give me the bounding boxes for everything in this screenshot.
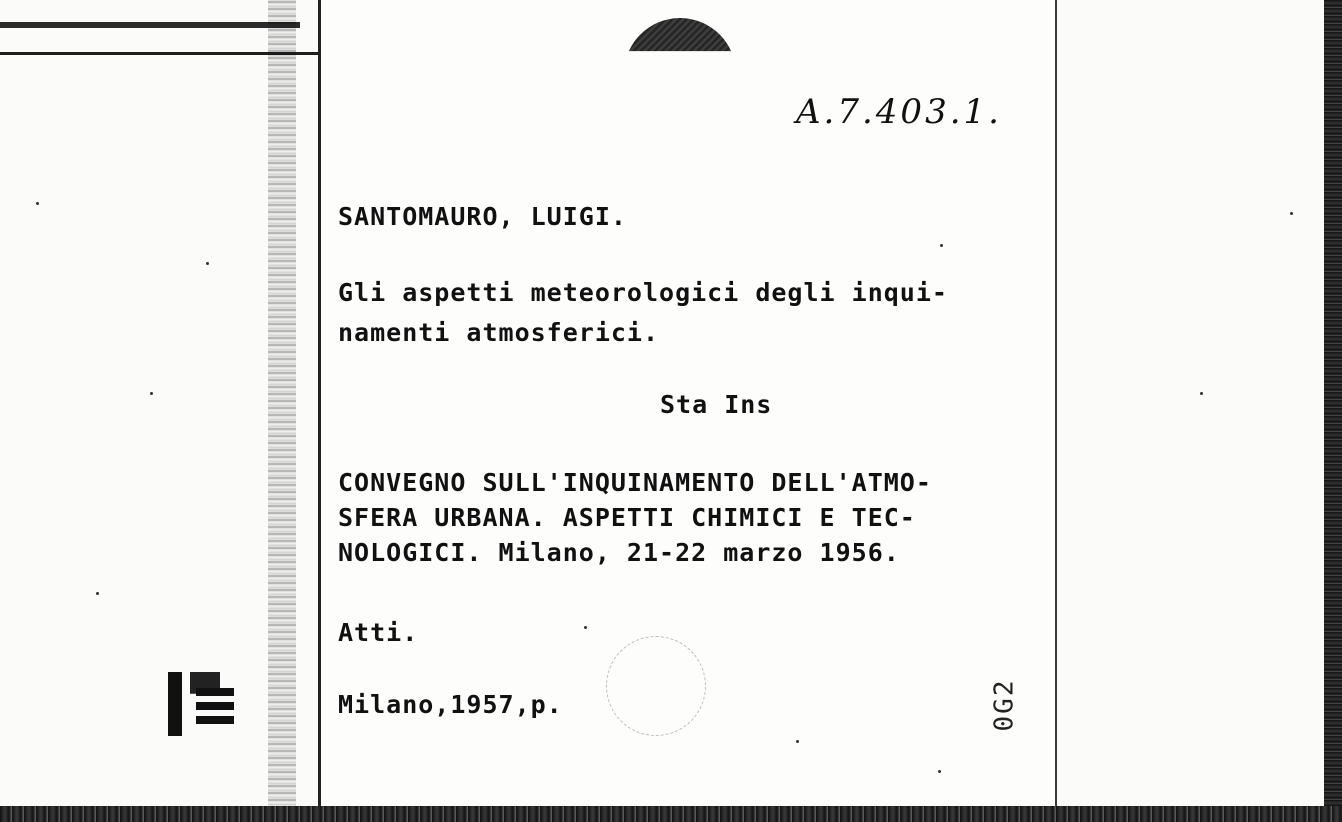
conference-line-1: CONVEGNO SULL'INQUINAMENTO DELL'ATMO- bbox=[338, 468, 932, 497]
conference-line-2: SFERA URBANA. ASPETTI CHIMICI E TEC- bbox=[338, 503, 916, 532]
vertical-code: 0G2 bbox=[989, 678, 1020, 732]
scan-speck bbox=[206, 262, 209, 265]
scan-edge-bottom bbox=[0, 806, 1342, 822]
scan-edge-right bbox=[1324, 0, 1342, 822]
scan-speck bbox=[1290, 212, 1293, 215]
shelfmark: A.7.403.1. bbox=[796, 92, 1002, 132]
author-heading: SANTOMAURO, LUIGI. bbox=[338, 202, 627, 231]
scan-speck bbox=[796, 740, 799, 743]
adjacent-card-edge bbox=[268, 0, 296, 806]
scan-speck bbox=[1200, 392, 1203, 395]
scan-speck bbox=[150, 392, 153, 395]
faint-stamp-circle bbox=[606, 636, 706, 736]
conference-line-3: NOLOGICI. Milano, 21-22 marzo 1956. bbox=[338, 538, 900, 567]
title-line-1: Gli aspetti meteorologici degli inqui- bbox=[338, 278, 948, 307]
scan-speck bbox=[584, 626, 587, 629]
scan-speck bbox=[96, 592, 99, 595]
title-line-2: namenti atmosferici. bbox=[338, 318, 660, 347]
imprint-line: Milano,1957,p. bbox=[338, 690, 563, 719]
scan-speck bbox=[36, 202, 39, 205]
atti-label: Atti. bbox=[338, 618, 419, 647]
sta-ins-label: Sta Ins bbox=[660, 390, 773, 419]
scan-speck bbox=[938, 770, 941, 773]
scan-speck bbox=[940, 244, 943, 247]
metal-clip-teeth-icon bbox=[196, 688, 234, 728]
scan-border-top bbox=[0, 22, 300, 28]
